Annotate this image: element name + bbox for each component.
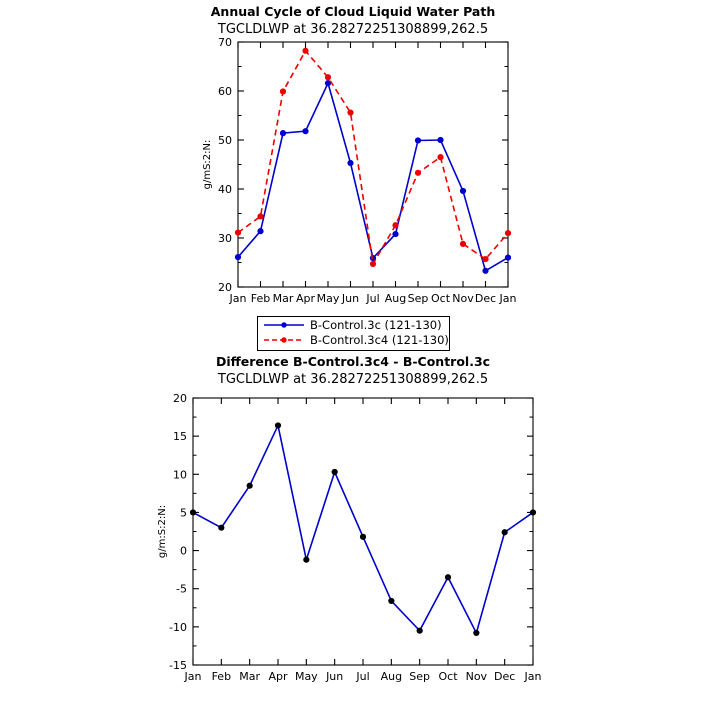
data-point <box>482 268 488 274</box>
legend-swatch-1 <box>263 334 305 346</box>
data-point <box>482 256 488 262</box>
chart-panel-top <box>0 0 706 352</box>
y-axis-label: g/m:S:2:N: <box>157 504 168 559</box>
data-point <box>302 48 308 54</box>
data-point <box>218 525 224 531</box>
plot-area-bottom <box>0 354 706 706</box>
x-tick-label: Aug <box>380 670 403 683</box>
data-point <box>415 137 421 143</box>
chart-title-bottom: Difference B-Control.3c4 - B-Control.3c <box>215 354 491 369</box>
data-point <box>275 422 281 428</box>
y-tick-label: 70 <box>218 36 232 49</box>
data-point <box>392 222 398 228</box>
x-tick-label: May <box>294 670 318 683</box>
data-point <box>325 74 331 80</box>
x-tick-label: Dec <box>474 292 497 305</box>
data-point <box>473 630 479 636</box>
x-tick-label: Jun <box>326 670 344 683</box>
chart-subtitle-bottom: TGCLDLWP at 36.28272251308899,262.5 <box>217 372 489 387</box>
y-tick-label: 40 <box>218 183 232 196</box>
data-point <box>388 598 394 604</box>
x-tick-label: Mar <box>272 292 294 305</box>
data-point <box>502 529 508 535</box>
x-tick-label: Sep <box>409 670 431 683</box>
data-point <box>392 231 398 237</box>
data-point <box>332 469 338 475</box>
x-tick-label: Jul <box>356 670 370 683</box>
x-tick-label: Jan <box>229 292 247 305</box>
y-tick-label: 60 <box>218 85 232 98</box>
y-tick-label: 15 <box>173 430 187 444</box>
x-tick-label: Jun <box>341 292 360 305</box>
x-tick-label: Apr <box>295 292 316 305</box>
x-tick-label: Jan <box>499 292 517 305</box>
legend-item-0 <box>258 317 449 332</box>
series-line <box>238 83 508 271</box>
data-point <box>437 154 443 160</box>
y-tick-label: 10 <box>173 468 187 482</box>
data-point <box>370 261 376 267</box>
chart-panel-bottom <box>0 354 706 706</box>
x-tick-label: Oct <box>438 670 458 683</box>
plot-area-top <box>0 0 706 352</box>
chart-subtitle-top: TGCLDLWP at 36.28272251308899,262.5 <box>217 22 489 37</box>
legend-label-1: B-Control.3c4 (121-130) <box>310 332 449 347</box>
legend-item-1 <box>258 332 449 347</box>
y-tick-label: 30 <box>218 232 232 245</box>
data-point <box>257 213 263 219</box>
data-point <box>460 241 466 247</box>
y-tick-label: -15 <box>169 659 187 672</box>
data-point <box>257 228 263 234</box>
x-tick-label: Dec <box>494 670 516 683</box>
x-tick-label: Feb <box>211 670 232 683</box>
x-tick-label: Aug <box>384 292 407 305</box>
y-tick-label: 0 <box>180 544 187 558</box>
data-point <box>235 254 241 260</box>
y-tick-label: 20 <box>173 392 187 405</box>
series-line <box>238 51 508 264</box>
y-tick-label: 5 <box>180 506 187 520</box>
x-tick-label: May <box>316 292 340 305</box>
y-tick-label: -5 <box>176 582 187 596</box>
data-point <box>190 509 196 515</box>
y-tick-label: 20 <box>218 281 232 294</box>
data-point <box>417 628 423 634</box>
x-tick-label: Jul <box>366 292 380 305</box>
data-point <box>280 130 286 136</box>
data-point <box>530 509 536 515</box>
y-tick-label: 50 <box>218 134 232 147</box>
data-point <box>280 88 286 94</box>
x-tick-label: Nov <box>452 292 474 305</box>
data-point <box>445 574 451 580</box>
y-tick-label: -10 <box>169 620 187 634</box>
data-point <box>347 109 353 115</box>
x-tick-label: Oct <box>430 292 451 305</box>
x-tick-label: Nov <box>465 670 488 683</box>
chart-title-top: Annual Cycle of Cloud Liquid Water Path <box>210 4 496 19</box>
series-line <box>193 425 533 632</box>
x-tick-label: Jan <box>524 670 542 683</box>
legend-top <box>257 316 450 351</box>
data-point <box>460 188 466 194</box>
x-tick-label: Jan <box>184 670 202 683</box>
data-point <box>437 137 443 143</box>
x-tick-label: Feb <box>250 292 271 305</box>
legend-label-0: B-Control.3c (121-130) <box>310 317 442 332</box>
x-tick-label: Sep <box>407 292 429 305</box>
data-point <box>302 128 308 134</box>
x-tick-label: Mar <box>239 670 261 683</box>
data-point <box>303 557 309 563</box>
data-point <box>347 160 353 166</box>
data-point <box>360 534 366 540</box>
data-point <box>505 230 511 236</box>
data-point <box>235 230 241 236</box>
legend-swatch-0 <box>263 319 305 331</box>
x-tick-label: Apr <box>268 670 288 683</box>
y-axis-label: g/mS:2:N: <box>202 139 213 190</box>
data-point <box>415 170 421 176</box>
data-point <box>505 255 511 261</box>
data-point <box>247 483 253 489</box>
